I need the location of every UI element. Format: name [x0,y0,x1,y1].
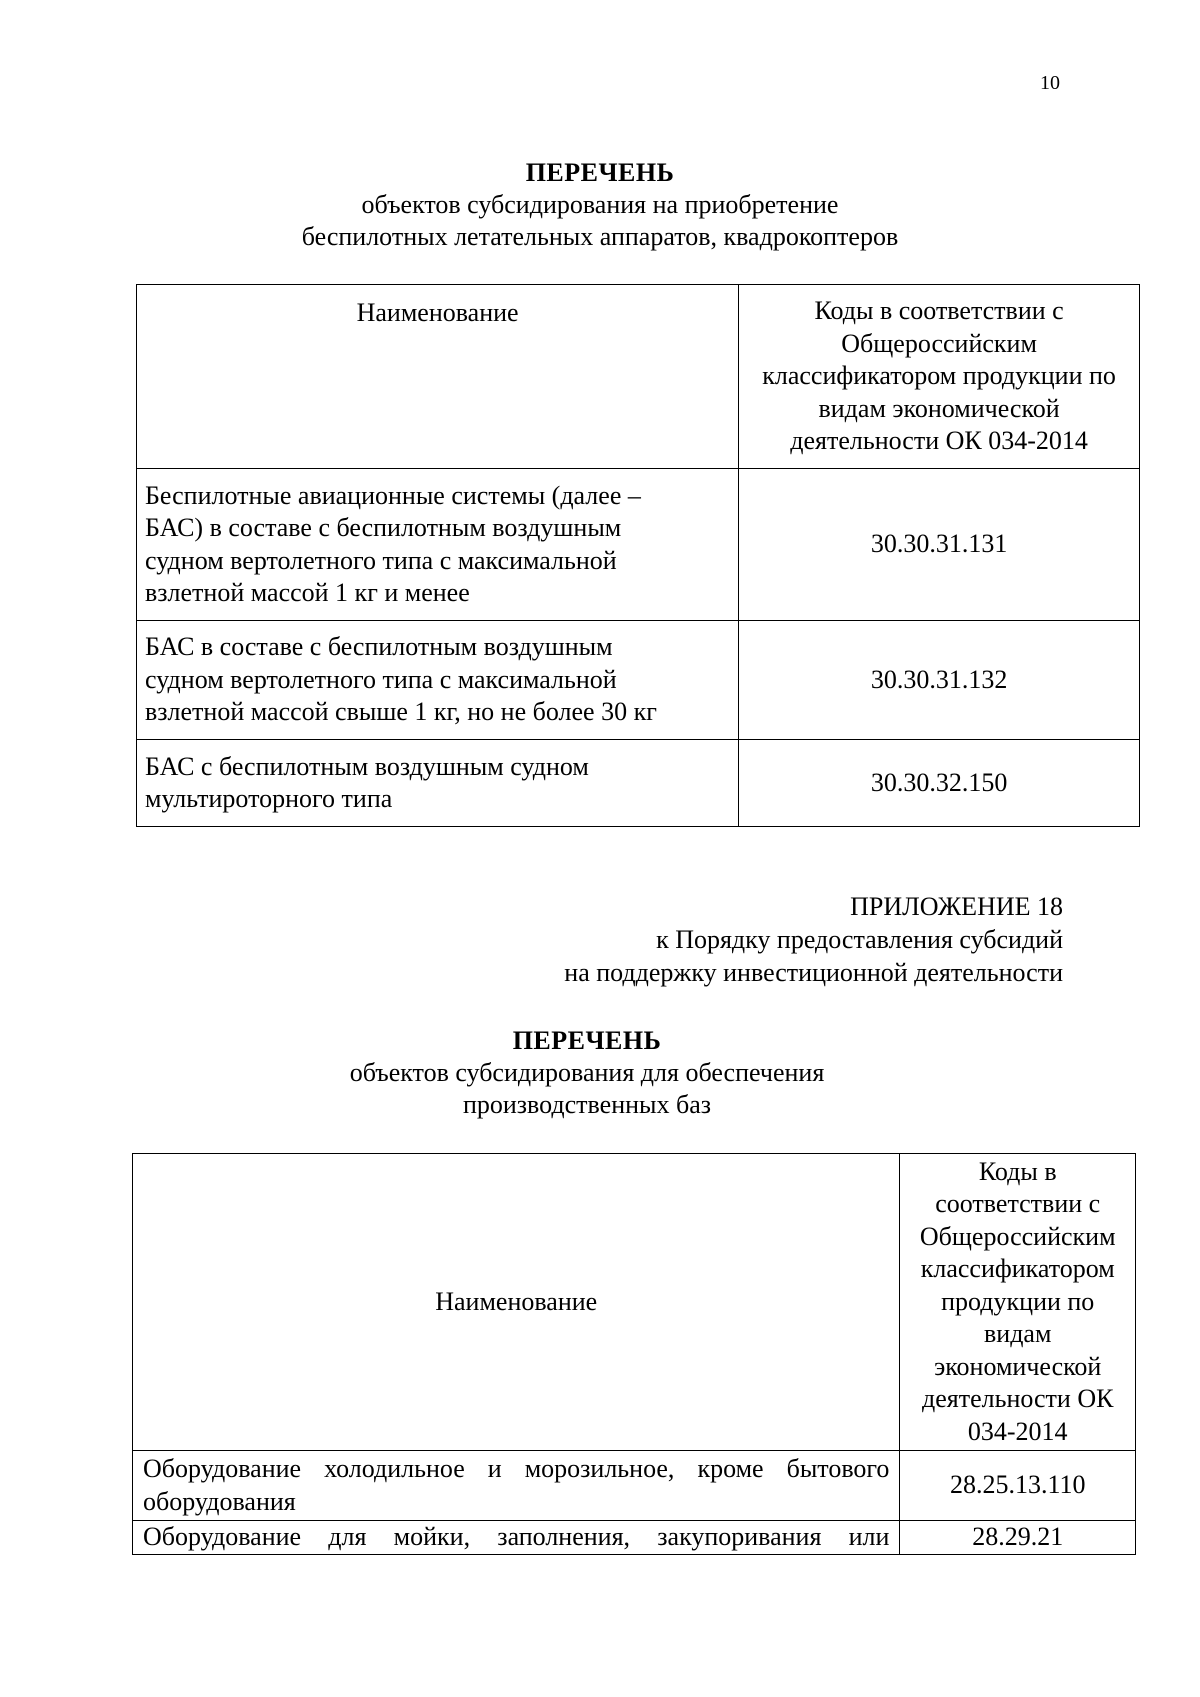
row-name-line: судном вертолетного типа с максимальной [145,664,617,694]
appendix-line: к Порядку предоставления субсидий [656,925,1063,954]
section2-heading [0,1025,1187,1121]
row-code: 30.30.31.131 [870,529,1008,559]
header-code-line: Коды в соответствии с [814,296,1064,326]
row-name-cell [137,469,739,621]
row-name-line: взлетной массой свыше 1 кг, но не более 30 кг [145,697,657,727]
header-code-line: Общероссийским [841,328,1037,358]
header-code-line: классификатором [920,1254,1115,1284]
row-name-line: БАС в составе с беспилотным воздушным [145,632,613,662]
row-name-cell [133,1521,900,1555]
row-code-cell [900,1521,1136,1555]
appendix-line: на поддержку инвестиционной деятельности [564,958,1063,987]
section1-subtitle-line: объектов субсидирования на приобретение [361,190,839,219]
appendix-block [564,890,1063,989]
section2-subtitle-line: производственных баз [462,1090,712,1119]
header-code-line: продукции по [941,1286,1095,1316]
header-code-cell [900,1154,1136,1451]
table-row [133,1521,1136,1555]
table-row [133,1451,1136,1521]
drones-table [136,284,1140,827]
header-code-line: 034-2014 [967,1416,1068,1446]
header-code-line: видам [984,1319,1052,1349]
production-bases-table [132,1153,1136,1555]
header-name-cell [137,285,739,469]
row-code: 30.30.32.150 [870,767,1008,797]
row-code-cell [900,1451,1136,1521]
table-header-row [133,1154,1136,1451]
row-name-cell [137,740,739,827]
section2-subtitle-line: объектов субсидирования для обеспечения [349,1058,825,1087]
table-row [137,469,1140,621]
row-name-cell [137,621,739,740]
header-code-line: деятельности ОК 034-2014 [790,426,1088,456]
row-code: 28.25.13.110 [949,1470,1086,1500]
row-name-line: БАС с беспилотным воздушным судном [145,751,589,781]
row-code: 28.29.21 [972,1522,1064,1551]
table-header-row [137,285,1140,469]
table-row [137,621,1140,740]
row-name-line: судном вертолетного типа с максимальной [145,545,617,575]
header-code-line: классификатором продукции по [762,361,1116,391]
row-name-line: Беспилотные авиационные системы (далее – [145,480,641,510]
row-name-line: Оборудование для мойки, заполнения, закупоривания или [143,1522,890,1551]
row-name-line: Оборудование холодильное и морозильное, кроме бытового [143,1454,890,1483]
header-name-cell [133,1154,900,1451]
row-code: 30.30.31.132 [870,664,1008,694]
row-name-cell [133,1451,900,1521]
header-code-line: экономической [934,1351,1102,1381]
header-code-line: соответствии с [935,1189,1101,1219]
row-name-line: БАС) в составе с беспилотным воздушным [145,513,622,542]
header-code-line: Коды в [978,1156,1057,1186]
header-name: Наименование [356,298,519,327]
row-name-line: мультироторного типа [145,784,393,813]
section1-heading [0,157,1200,253]
header-code-line: видам экономической [818,393,1060,423]
table-row [137,740,1140,827]
header-name: Наименование [435,1286,598,1316]
section1-subtitle-line: беспилотных летательных аппаратов, квадрокоптеров [301,222,899,251]
section1-title: ПЕРЕЧЕНЬ [525,158,675,187]
row-code-cell [739,621,1140,740]
row-name-line: взлетной массой 1 кг и менее [145,578,470,607]
row-name-line: оборудования [143,1486,296,1516]
row-code-cell [739,740,1140,827]
header-code-line: Общероссийским [919,1221,1116,1251]
page-number: 10 [1040,72,1060,94]
header-code-line: деятельности ОК [921,1384,1114,1414]
row-code-cell [739,469,1140,621]
appendix-line: ПРИЛОЖЕНИЕ 18 [850,892,1063,921]
header-code-cell [739,285,1140,469]
section2-title: ПЕРЕЧЕНЬ [512,1026,662,1055]
